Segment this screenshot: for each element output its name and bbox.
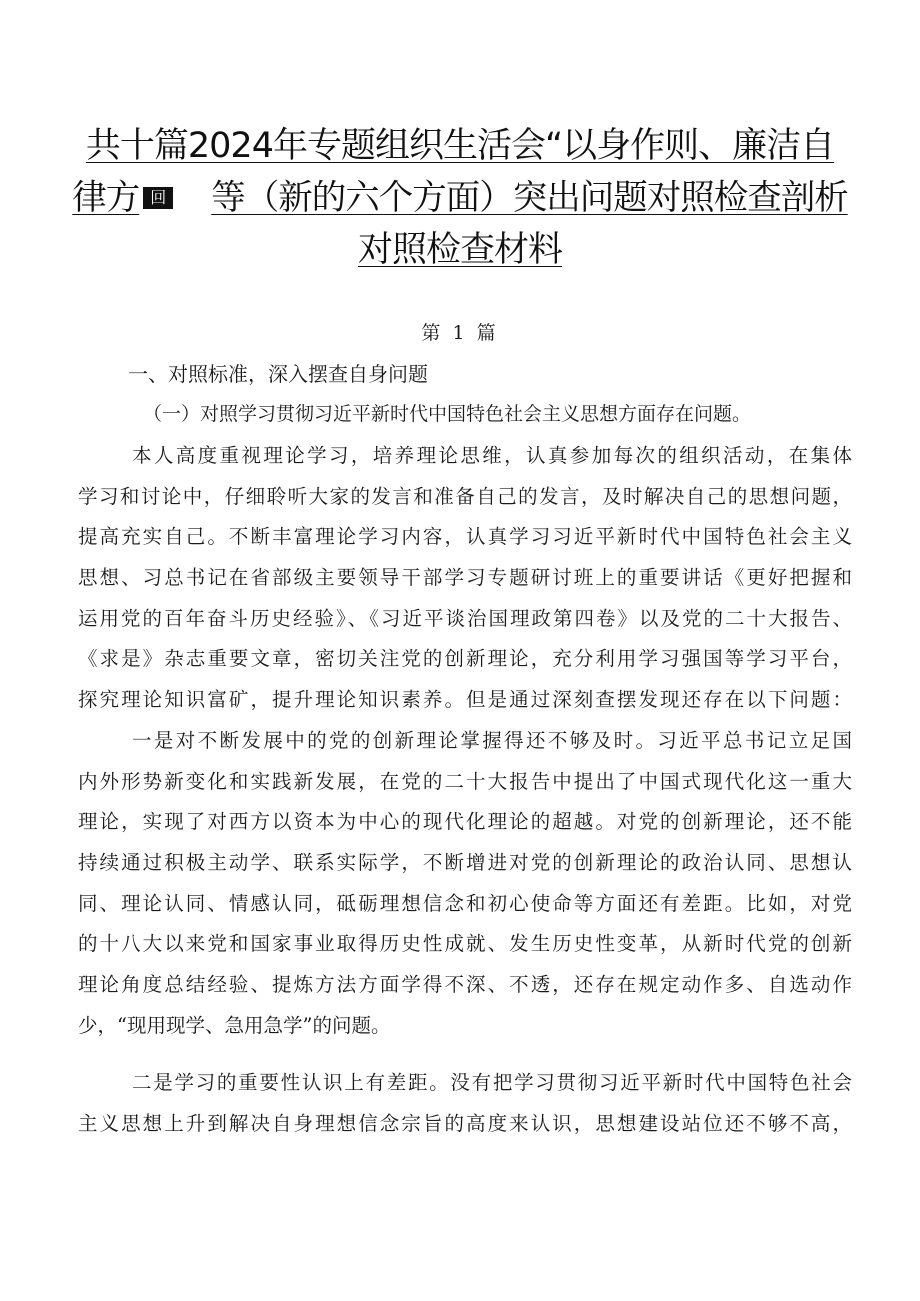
title-line-3: 对照检查材料 — [357, 230, 562, 270]
paragraph-line: 运用党的百年奋斗历史经验》、《习近平谈治国理政第四卷》以及党的二十大报告、 — [78, 606, 852, 630]
paragraph-line: 理论，实现了对西方以资本为中心的现代化理论的超越。对党的创新理论，还不能 — [78, 810, 852, 834]
paragraph-line: 主义思想上升到解决自身理想信念宗旨的高度来认识，思想建设站位还不够不高， — [78, 1111, 852, 1135]
heading-level-1: 一、对照标准，深入摆查自身问题 — [128, 362, 428, 386]
paragraph-line: 内外形势新变化和实践新发展，在党的二十大报告中提出了中国式现代化这一重大 — [78, 769, 852, 793]
paragraph-line: 《求是》杂志重要文章，密切关注党的创新理论，充分利用学习强国等学习平台， — [78, 647, 852, 671]
paragraph-line: 学习和讨论中，仔细聆听大家的发言和准备自己的发言，及时解决自己的思想问题， — [78, 484, 852, 508]
seal-mark: 回 — [143, 187, 173, 209]
paragraph-line: 二是学习的重要性认识上有差距。没有把学习贯彻习近平新时代中国特色社会 — [132, 1071, 852, 1094]
paragraph-3 — [78, 1063, 852, 1144]
section-number: 第 1 篇 — [421, 322, 499, 344]
heading-level-2: （一）对照学习贯彻习近平新时代中国特色社会主义思想方面存在问题。 — [143, 403, 752, 425]
paragraph-line: 理论角度总结经验、提炼方法方面学得不深、不透，还存在规定动作多、自选动作 — [78, 973, 852, 997]
title-line-2-start: 律方 — [72, 178, 140, 218]
paragraph-line: 持续通过积极主动学、联系实际学，不断增进对党的创新理论的政治认同、思想认 — [78, 851, 852, 875]
paragraph-2 — [78, 721, 852, 1047]
paragraph-line: 的十八大以来党和国家事业取得历史性成就、发生历史性变革，从新时代党的创新 — [78, 932, 852, 956]
paragraph-1 — [78, 436, 852, 721]
paragraph-line: 探究理论知识富矿，提升理论知识素养。但是通过深刻查摆发现还存在以下问题： — [78, 688, 852, 712]
paragraph-line: 本人高度重视理论学习，培养理论思维，认真参加每次的组织活动，在集体 — [132, 444, 852, 467]
paragraph-line: 一是对不断发展中的党的创新理论掌握得还不够及时。习近平总书记立足国 — [132, 729, 852, 752]
paragraph-line: 思想、习总书记在省部级主要领导干部学习专题研讨班上的重要讲话《更好把握和 — [78, 566, 852, 590]
paragraph-line: 少，“现用现学、急用急学”的问题。 — [78, 1013, 391, 1037]
paragraph-line: 提高充实自己。不断丰富理论学习内容，认真学习习近平新时代中国特色社会主义 — [78, 525, 852, 549]
document-title — [70, 120, 850, 276]
paragraph-line: 同、理论认同、情感认同，砥砺理想信念和初心使命等方面还有差距。比如，对党 — [78, 891, 852, 915]
title-line-2-end: 等（新的六个方面）突出问题对照检查剖析 — [211, 178, 848, 218]
title-line-1: 共十篇2024年专题组织生活会“以身作则、廉洁自 — [85, 126, 835, 166]
title-line-2 — [70, 172, 850, 224]
